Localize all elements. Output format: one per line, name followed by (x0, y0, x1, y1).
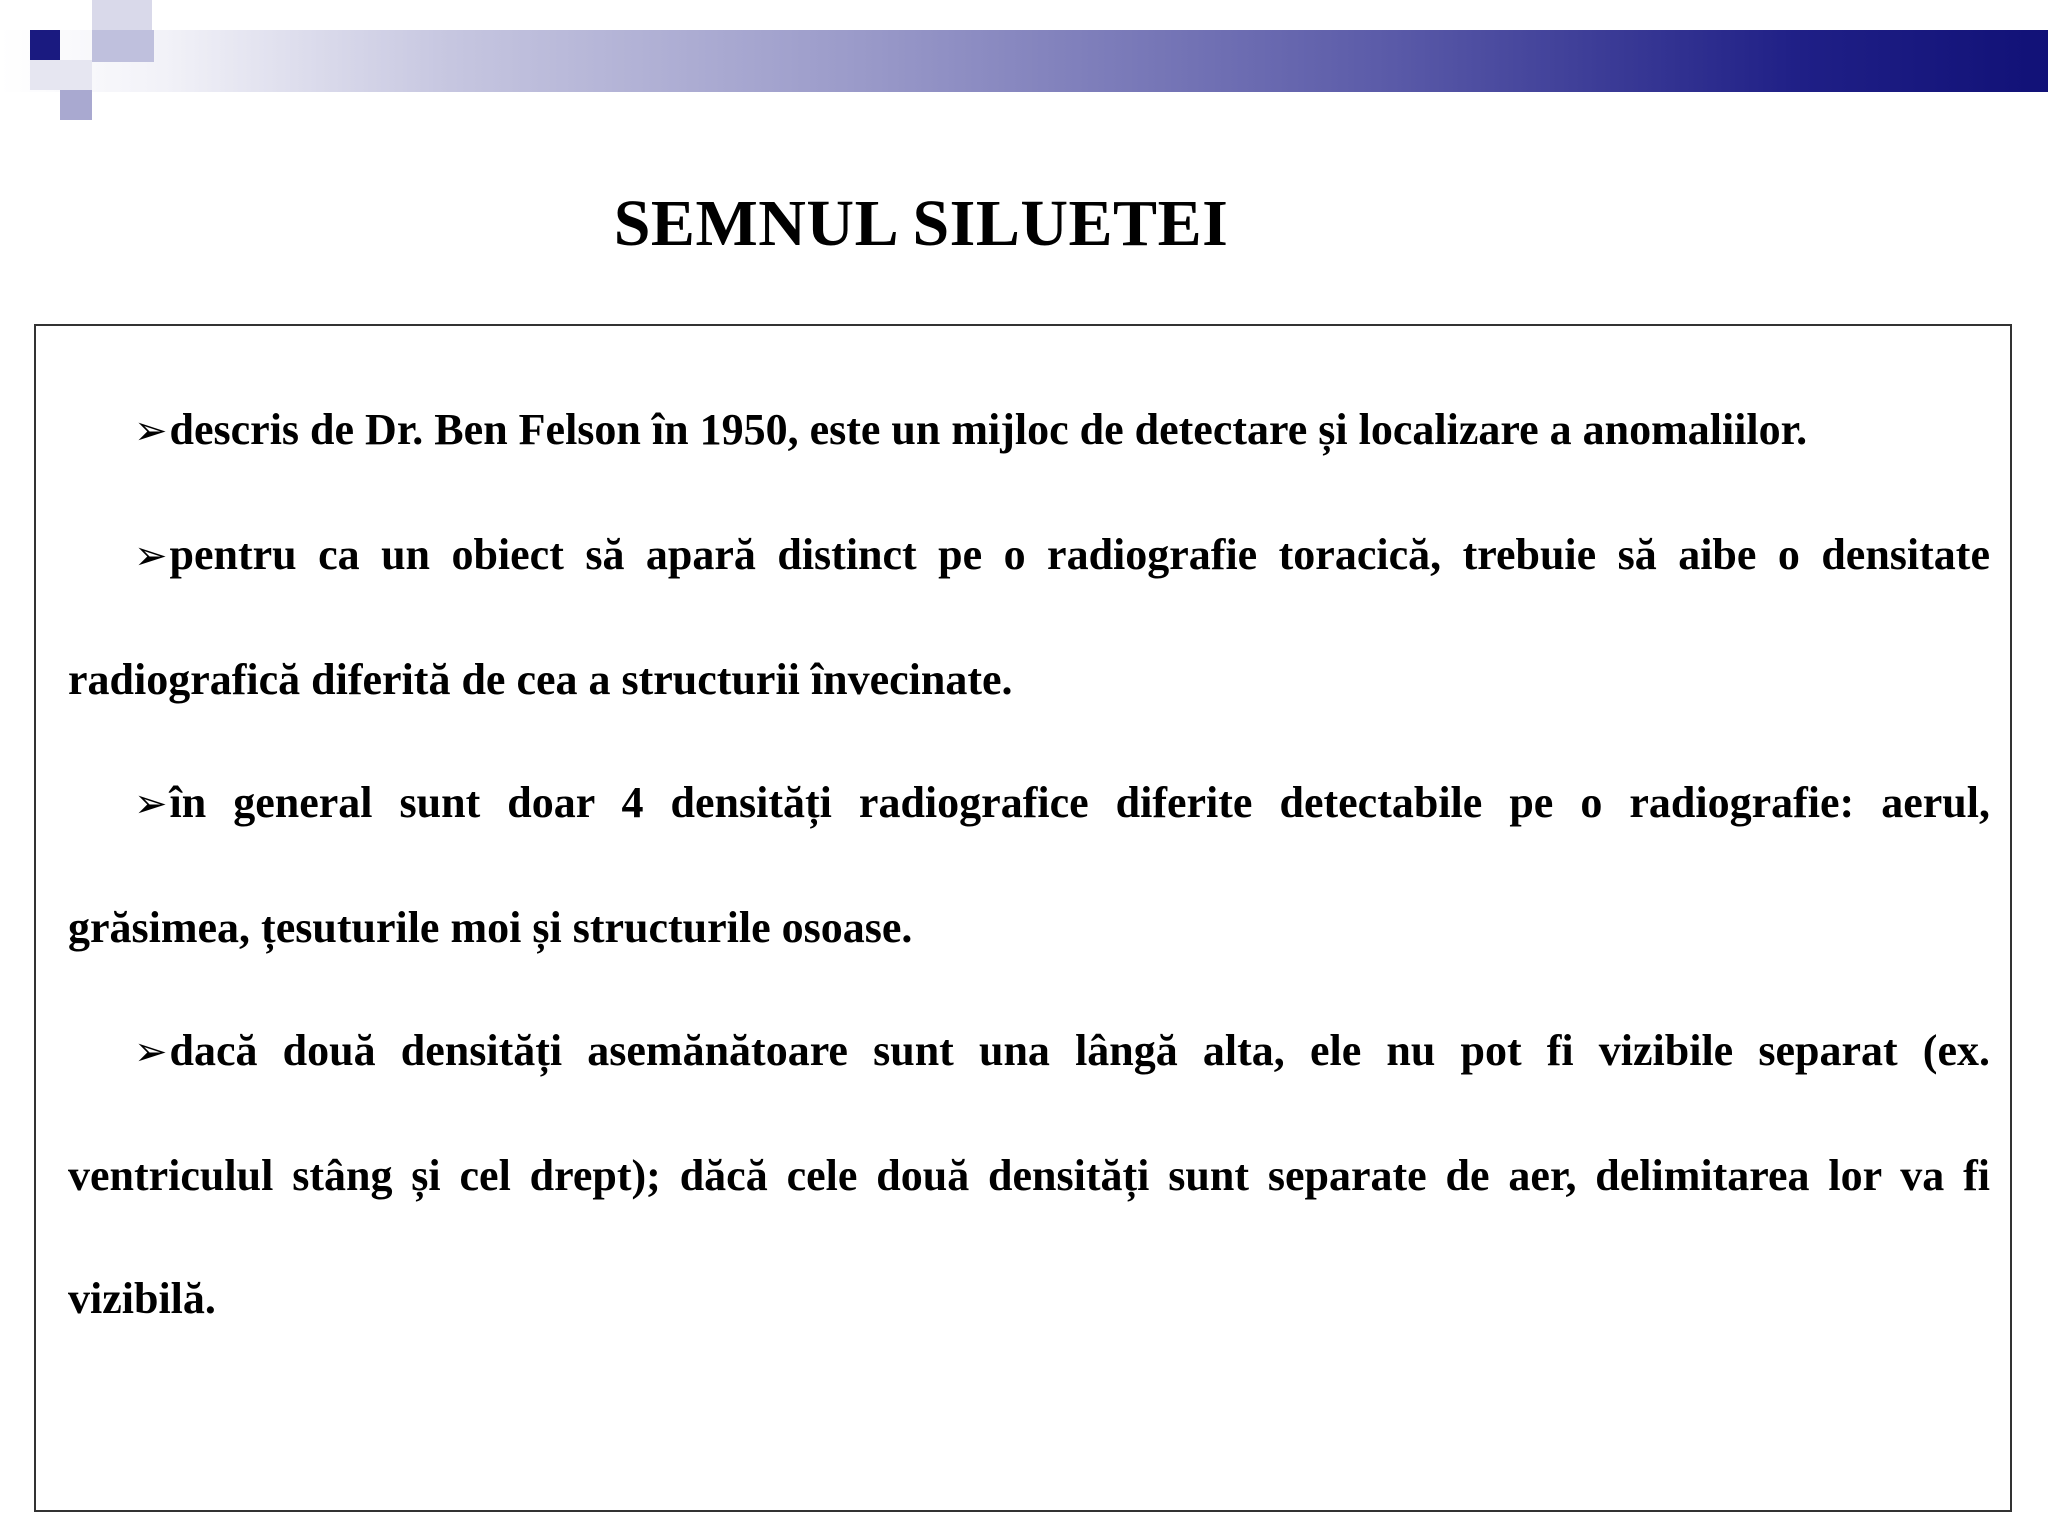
bullet-paragraph (68, 989, 1990, 1360)
decorative-square (30, 60, 92, 90)
arrow-bullet-icon: ➢ (134, 408, 168, 454)
decorative-square (30, 30, 60, 60)
bullet-text: în general sunt doar 4 densități radiografice diferite detectabile pe o radiografie: aerul, grăsimea, țesuturile moi și structurile osoase. (68, 778, 1990, 952)
bullet-paragraph (68, 368, 1990, 493)
decorative-square (60, 90, 92, 120)
bullet-paragraph (68, 493, 1990, 741)
arrow-bullet-icon: ➢ (134, 533, 168, 579)
bullet-text: descris de Dr. Ben Felson în 1950, este un mijloc de detectare și localizare a anomaliilor. (169, 405, 1808, 454)
content-box (34, 324, 2012, 1512)
bullet-text: dacă două densități asemănătoare sunt una lângă alta, ele nu pot fi vizibile separat (ex. ventriculul stâng și cel drept); dăcă cele două densități sunt separate de aer, delimitarea lor va fi vizibilă. (68, 1026, 1990, 1323)
decorative-square (92, 30, 154, 62)
slide-title: SEMNUL SILUETEI (613, 187, 1229, 260)
bullet-list (68, 368, 1990, 1360)
bullet-paragraph (68, 741, 1990, 989)
arrow-bullet-icon: ➢ (134, 1029, 168, 1075)
header-gradient-bar (0, 30, 2048, 92)
arrow-bullet-icon: ➢ (134, 781, 168, 827)
bullet-text: pentru ca un obiect să apară distinct pe o radiografie toracică, trebuie să aibe o densitate radiografică diferită de cea a structurii învecinate. (68, 530, 1990, 704)
decorative-square (92, 0, 152, 32)
